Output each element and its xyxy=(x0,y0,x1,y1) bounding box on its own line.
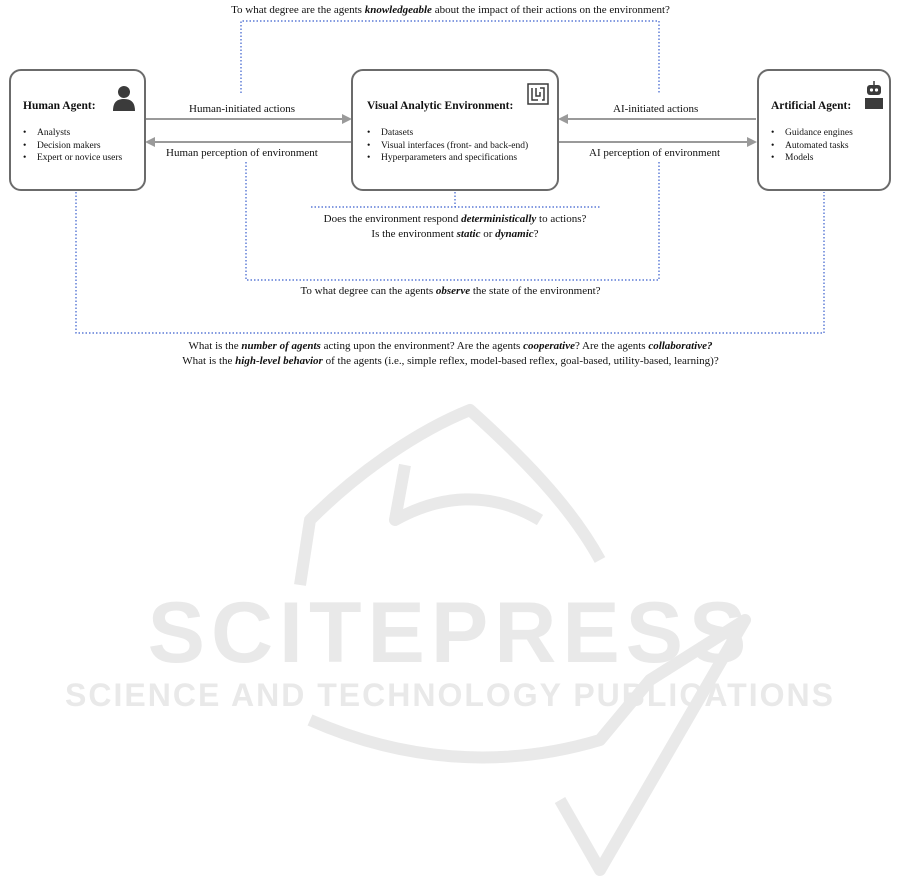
label-ai-actions: AI-initiated actions xyxy=(613,103,699,115)
list-item: • Models xyxy=(771,152,853,165)
list-item: • Guidance engines xyxy=(771,127,853,140)
question-number-of-agents: What is the number of agents acting upon the environment? Are the agents cooperative? Are the agents collaborative? xyxy=(188,340,713,352)
question-high-level-behavior: What is the high-level behavior of the agents (i.e., simple reflex, model-based reflex, goal-based, utility-based, learning)? xyxy=(182,355,719,367)
question-knowledgeable: To what degree are the agents knowledgeable about the impact of their actions on the environment? xyxy=(231,4,670,16)
list-item: • Hyperparameters and specifications xyxy=(367,152,528,165)
environment-title: Visual Analytic Environment: xyxy=(367,100,514,112)
human-agent-title: Human Agent: xyxy=(23,100,96,112)
list-item: • Expert or novice users xyxy=(23,152,122,165)
list-item: • Automated tasks xyxy=(771,140,853,153)
watermark-sub: SCIENCE AND TECHNOLOGY PUBLICATIONS xyxy=(65,677,835,713)
list-item: • Analysts xyxy=(23,127,122,140)
question-static-dynamic: Is the environment static or dynamic? xyxy=(371,228,539,240)
label-human-actions: Human-initiated actions xyxy=(189,103,295,115)
label-ai-perception: AI perception of environment xyxy=(589,147,721,159)
label-human-perception: Human perception of environment xyxy=(166,147,318,159)
question-deterministic: Does the environment respond deterministically to actions? xyxy=(323,213,587,225)
artificial-agent-title: Artificial Agent: xyxy=(771,100,852,112)
watermark-main: SCITEPRESS xyxy=(147,585,753,681)
list-item: • Datasets xyxy=(367,127,528,140)
question-observe: To what degree can the agents observe the state of the environment? xyxy=(300,285,601,297)
list-item: • Visual interfaces (front- and back-end) xyxy=(367,140,528,153)
list-item: • Decision makers xyxy=(23,140,122,153)
